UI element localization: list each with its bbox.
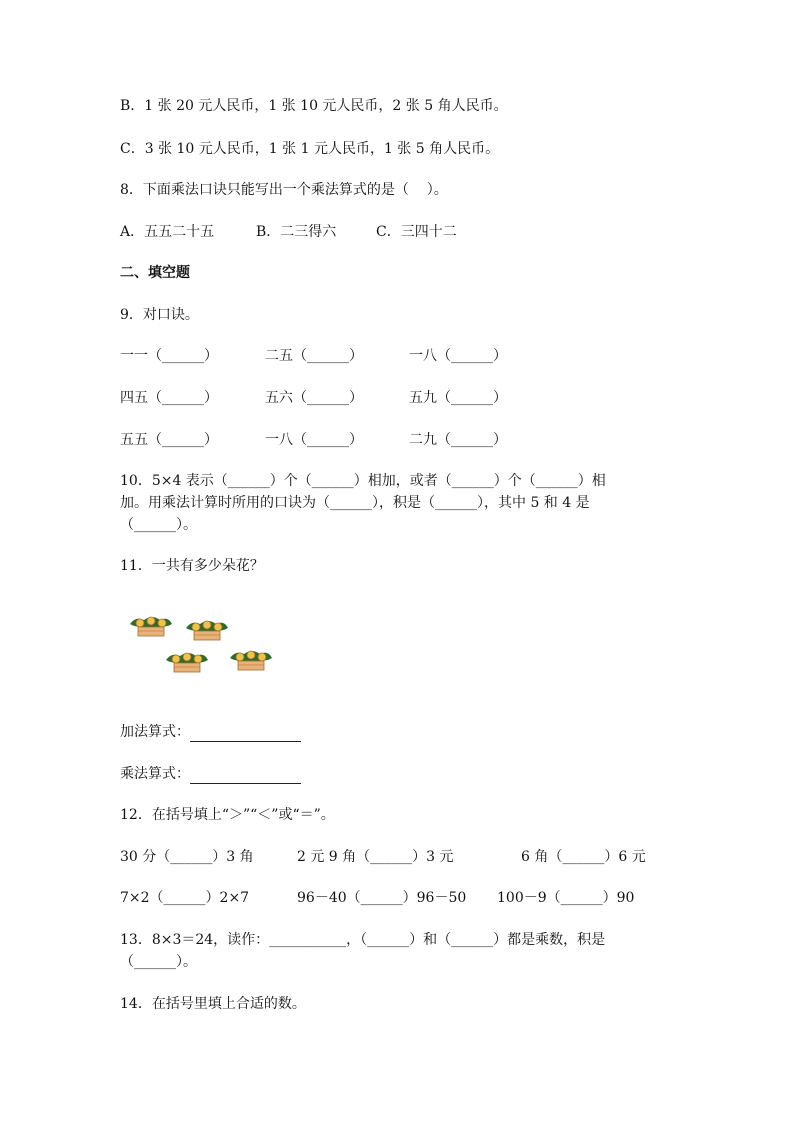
q12-item: 7×2（______）2×7: [120, 890, 250, 906]
q9-item: 五六（______）: [265, 390, 363, 406]
q9-item: 四五（______）: [120, 390, 218, 406]
q12-item: 6 角（______）6 元: [521, 849, 646, 865]
q10-line1: 10．5×4 表示（______）个（______）相加，或者（______）个（______）相: [120, 473, 606, 489]
q13-line1: 13．8×3＝24，读作：___________，（______）和（______）都是乘数，积是: [120, 932, 606, 948]
q14-question: 14．在括号里填上合适的数。: [120, 996, 306, 1012]
q10-line2: 加。用乘法计算时所用的口诀为（______），积是（______），其中 5 和 4 是: [120, 495, 590, 511]
multiplication-answer-blank[interactable]: [190, 769, 301, 784]
q12-item: 2 元 9 角（______）3 元: [297, 849, 454, 865]
q9-item: 二五（______）: [265, 348, 363, 364]
q8-option-b: B．二三得六: [256, 224, 337, 240]
q12-item: 96－40（______）96－50: [297, 890, 467, 906]
addition-answer-blank[interactable]: [190, 727, 301, 742]
q9-item: 五九（______）: [409, 390, 507, 406]
q9-question: 9．对口诀。: [120, 307, 199, 323]
choice-b: B．1 张 20 元人民币，1 张 10 元人民币，2 张 5 角人民币。: [120, 98, 508, 114]
q11-question: 11．一共有多少朵花？: [120, 558, 264, 574]
q13-line2: （______）。: [120, 954, 197, 970]
q11-multiplication: [120, 764, 301, 784]
q10-line3: （______）。: [120, 517, 197, 533]
q9-item: 五五（______）: [120, 432, 218, 448]
section-title: 二、填空题: [120, 265, 190, 281]
q12-question: 12．在括号填上“＞”“＜”或“＝”。: [120, 807, 335, 823]
q8-question: 8．下面乘法口诀只能写出一个乘法算式的是（ ）。: [120, 182, 448, 198]
q8-option-c: C．三四十二: [376, 224, 457, 240]
choice-c: C．3 张 10 元人民币，1 张 1 元人民币，1 张 5 角人民币。: [120, 141, 500, 157]
q9-item: 一八（______）: [409, 348, 507, 364]
q12-item: 30 分（______）3 角: [120, 849, 254, 865]
addition-label: 加法算式：: [120, 724, 190, 740]
q11-addition: [120, 722, 301, 742]
q9-item: 一一（______）: [120, 348, 218, 364]
q9-item: 一八（______）: [265, 432, 363, 448]
q8-option-a: A．五五二十五: [120, 224, 215, 240]
flower-baskets-image: [126, 612, 276, 682]
q9-item: 二九（______）: [409, 432, 507, 448]
multiplication-label: 乘法算式：: [120, 766, 190, 782]
q12-item: 100－9（______）90: [497, 890, 635, 906]
